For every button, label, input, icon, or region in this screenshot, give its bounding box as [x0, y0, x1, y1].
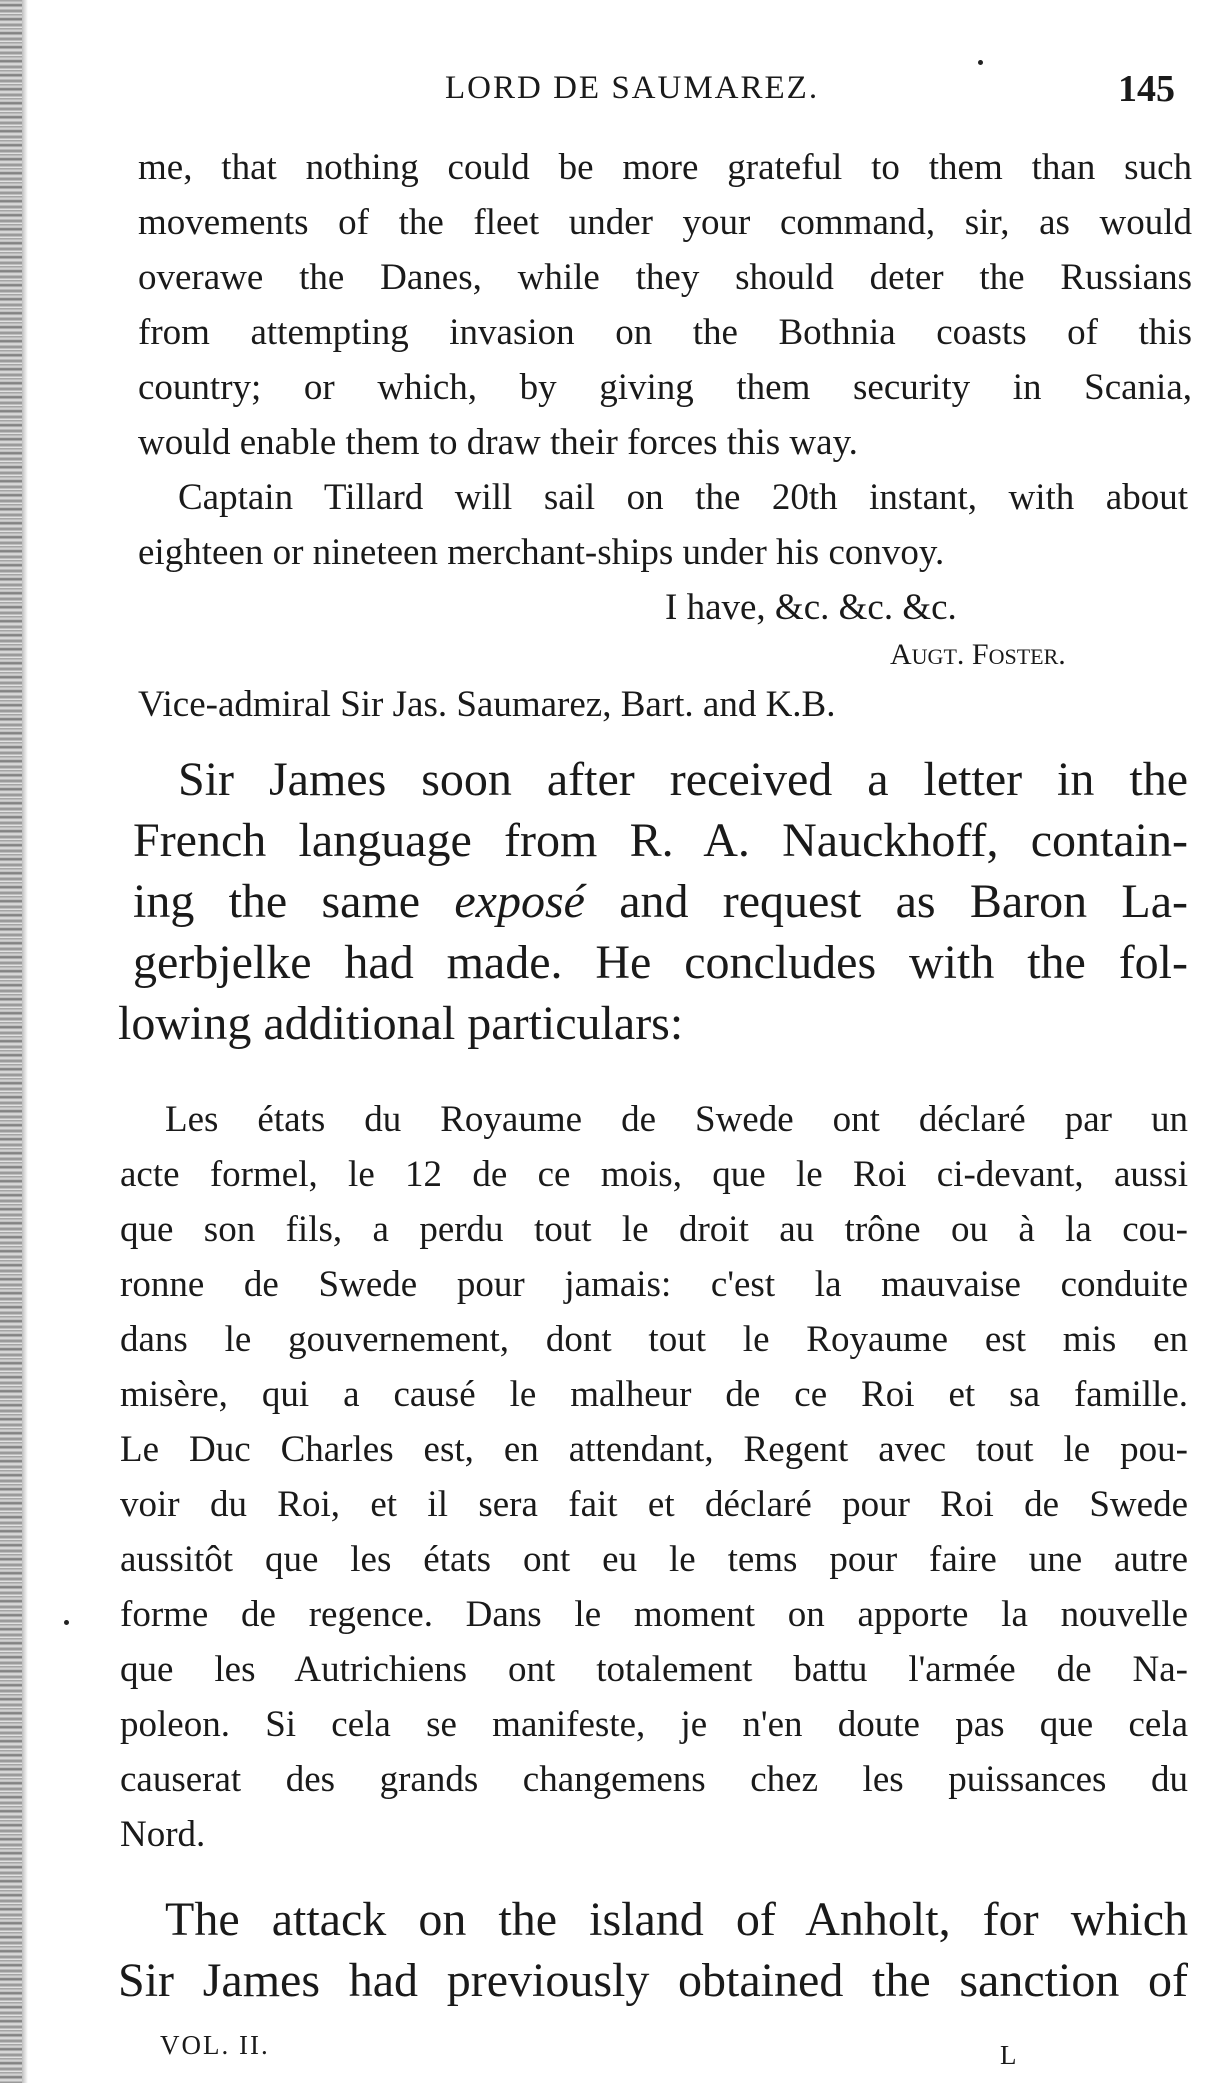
- letter-line: from attempting invasion on the Bothnia coasts of this: [138, 312, 1192, 353]
- narrative-line: ing the same exposé and request as Baron La-: [133, 875, 1189, 928]
- french-quote-line: voir du Roi, et il sera fait et déclaré pour Roi de Swede: [120, 1484, 1188, 1525]
- book-binding-edge: [0, 0, 22, 2083]
- french-quote-line: poleon. Si cela se manifeste, je n'en doute pas que cela: [120, 1704, 1188, 1745]
- closing-paragraph-line: Sir James had previously obtained the sanction of: [118, 1954, 1188, 2007]
- letter-line: overawe the Danes, while they should deter the Russians: [138, 257, 1192, 298]
- letter-line: would enable them to draw their forces this way.: [138, 422, 858, 463]
- narrative-line: lowing additional particulars:: [118, 997, 684, 1050]
- print-speck: [64, 1620, 69, 1625]
- french-quote-line: Les états du Royaume de Swede ont déclaré par un: [165, 1099, 1188, 1140]
- french-quote-line: que les Autrichiens ont totalement battu l'armée de Na-: [120, 1649, 1188, 1690]
- letter-signature: AUGT. FOSTER.: [890, 638, 1066, 671]
- letter-line: Captain Tillard will sail on the 20th instant, with about: [178, 477, 1188, 518]
- narrative-line: gerbjelke had made. He concludes with the fol-: [133, 936, 1188, 989]
- letter-addressee: Vice-admiral Sir Jas. Saumarez, Bart. and K.B.: [138, 684, 836, 725]
- letter-line: movements of the fleet under your command, sir, as would: [138, 202, 1192, 243]
- french-quote-line: ronne de Swede pour jamais: c'est la mauvaise conduite: [120, 1264, 1188, 1305]
- french-quote-line: misère, qui a causé le malheur de ce Roi et sa famille.: [120, 1374, 1188, 1415]
- french-quote-line: causerat des grands changemens chez les puissances du: [120, 1759, 1188, 1800]
- french-quote-line: Le Duc Charles est, en attendant, Regent avec tout le pou-: [120, 1429, 1188, 1470]
- page-number: 145: [1118, 68, 1175, 110]
- print-speck: [978, 60, 983, 65]
- french-quote-line: que son fils, a perdu tout le droit au trône ou à la cou-: [120, 1209, 1188, 1250]
- letter-line: country; or which, by giving them security in Scania,: [138, 367, 1192, 408]
- running-title: LORD DE SAUMAREZ.: [445, 70, 820, 106]
- french-quote-line: dans le gouvernement, dont tout le Royaume est mis en: [120, 1319, 1188, 1360]
- narrative-line: French language from R. A. Nauckhoff, contain-: [133, 814, 1188, 867]
- letter-line: eighteen or nineteen merchant-ships under his convoy.: [138, 532, 945, 573]
- closing-paragraph-line: The attack on the island of Anholt, for which: [165, 1893, 1188, 1946]
- french-quote-line: Nord.: [120, 1814, 206, 1855]
- french-quote-line: forme de regence. Dans le moment on apporte la nouvelle: [120, 1594, 1188, 1635]
- signature-mark: L: [1000, 2040, 1019, 2070]
- french-quote-line: aussitôt que les états ont eu le tems pour faire une autre: [120, 1539, 1188, 1580]
- french-quote-line: acte formel, le 12 de ce mois, que le Roi ci-devant, aussi: [120, 1154, 1188, 1195]
- letter-line: me, that nothing could be more grateful to them than such: [138, 147, 1192, 188]
- narrative-line: Sir James soon after received a letter in the: [178, 753, 1188, 806]
- volume-label: VOL. II.: [160, 2030, 270, 2060]
- letter-closing: I have, &c. &c. &c.: [665, 587, 957, 628]
